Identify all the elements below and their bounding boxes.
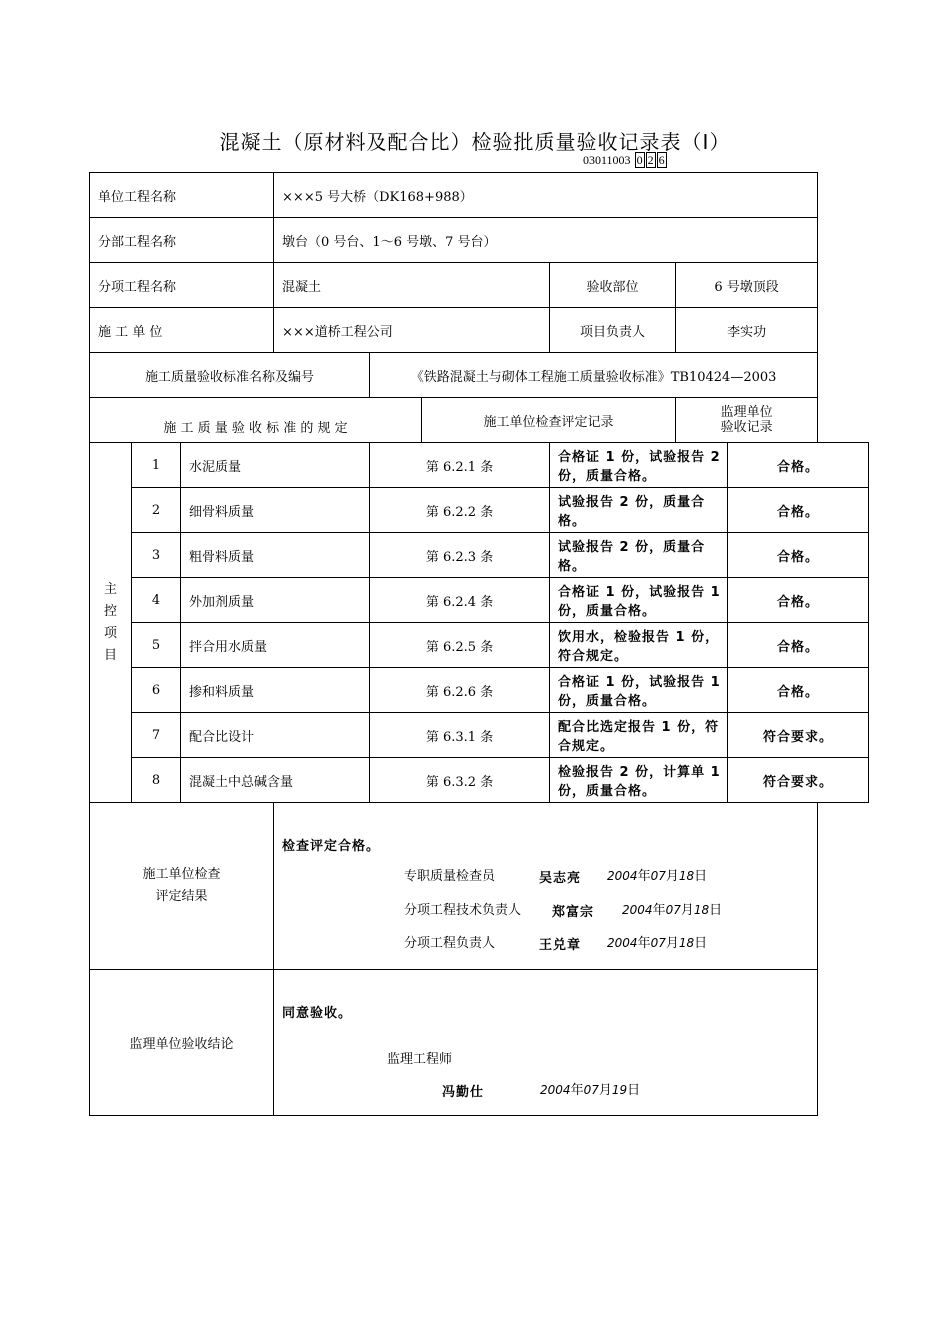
signer-date: 2004年07月18日 — [607, 936, 708, 951]
construction-result-label-line2: 评定结果 — [155, 889, 208, 904]
item-record: 试验报告 2 份，质量合格。 — [550, 488, 728, 533]
row-headers — [90, 398, 869, 443]
item-name: 掺和料质量 — [181, 668, 370, 713]
acceptance-record-table — [89, 172, 869, 1116]
item-no: 3 — [132, 533, 181, 578]
construction-statement: 检查评定合格。 — [282, 839, 381, 854]
item-clause: 第 6.3.1 条 — [370, 713, 550, 758]
item-no: 8 — [132, 758, 181, 803]
item-project-label: 分项工程名称 — [90, 263, 274, 308]
acceptance-part-label: 验收部位 — [550, 263, 676, 308]
item-clause: 第 6.2.3 条 — [370, 533, 550, 578]
table-row — [90, 533, 869, 578]
main-control-char: 项 — [103, 625, 117, 641]
item-name: 配合比设计 — [181, 713, 370, 758]
item-record: 试验报告 2 份，质量合格。 — [550, 533, 728, 578]
record-header: 施工单位检查评定记录 — [422, 398, 676, 443]
sub-project-label: 分部工程名称 — [90, 218, 274, 263]
item-no: 5 — [132, 623, 181, 668]
form-code-box-2: 2 — [647, 153, 654, 167]
signer-date: 2004年07月18日 — [622, 903, 723, 918]
item-no: 7 — [132, 713, 181, 758]
manager-label: 项目负责人 — [550, 308, 676, 353]
item-name: 细骨料质量 — [181, 488, 370, 533]
signer-role: 分项工程负责人 — [404, 936, 496, 951]
item-name: 粗骨料质量 — [181, 533, 370, 578]
supervisor-conclusion-label: 监理单位验收结论 — [90, 970, 274, 1116]
item-name: 混凝土中总碱含量 — [181, 758, 370, 803]
main-control-char: 目 — [103, 647, 117, 663]
item-result: 合格。 — [728, 488, 869, 533]
main-control-char: 控 — [103, 603, 117, 619]
item-name: 水泥质量 — [181, 443, 370, 488]
form-code-box-1: 0 — [636, 153, 643, 167]
manager-value: 李实功 — [676, 308, 818, 353]
item-clause: 第 6.2.4 条 — [370, 578, 550, 623]
unit-project-value: ×××5 号大桥（DK168+988） — [274, 173, 818, 218]
main-control-char: 主 — [103, 581, 117, 597]
item-result: 合格。 — [728, 623, 869, 668]
item-result: 合格。 — [728, 533, 869, 578]
acceptance-part-value: 6 号墩顶段 — [676, 263, 818, 308]
supervisor-header-line1: 监理单位 — [720, 405, 773, 420]
spec-header — [90, 398, 422, 443]
item-result: 合格。 — [728, 578, 869, 623]
signer-name: 王兑章 — [539, 938, 582, 953]
table-row — [90, 488, 869, 533]
item-clause: 第 6.2.5 条 — [370, 623, 550, 668]
unit-project-label: 单位工程名称 — [90, 173, 274, 218]
item-result: 合格。 — [728, 668, 869, 713]
item-record: 检验报告 2 份，计算单 1 份，质量合格。 — [550, 758, 728, 803]
item-project-value: 混凝土 — [274, 263, 550, 308]
constructor-label: 施 工 单 位 — [90, 308, 274, 353]
item-result: 符合要求。 — [728, 713, 869, 758]
sub-project-value: 墩台（0 号台、1～6 号墩、7 号台） — [274, 218, 818, 263]
supervisor-header — [676, 398, 818, 443]
item-result: 合格。 — [728, 443, 869, 488]
item-record: 合格证 1 份，试验报告 1 份，质量合格。 — [550, 578, 728, 623]
page-title: 混凝土（原材料及配合比）检验批质量验收记录表（Ⅰ） — [219, 130, 731, 154]
signer-role: 专职质量检查员 — [404, 869, 496, 884]
item-no: 6 — [132, 668, 181, 713]
signer-role: 分项工程技术负责人 — [404, 903, 522, 918]
signer-date: 2004年07月18日 — [607, 869, 708, 884]
spec-header-text: 施 工 质 量 验 收 标 准 的 规 定 — [163, 421, 348, 436]
row-standard — [90, 353, 869, 398]
table-row — [90, 668, 869, 713]
signer-name: 郑富宗 — [552, 905, 595, 920]
main-control-label — [90, 443, 132, 803]
construction-result-label — [90, 803, 274, 970]
standard-label: 施工质量验收标准名称及编号 — [90, 353, 370, 398]
supervisor-date: 2004年07月19日 — [540, 1083, 641, 1098]
standard-value: 《铁路混凝土与砌体工程施工质量验收标准》TB10424—2003 — [370, 353, 818, 398]
form-code-prefix: 03011003 — [583, 153, 631, 167]
construction-result-content — [274, 803, 818, 970]
table-row — [90, 758, 869, 803]
table-row — [90, 623, 869, 668]
item-clause: 第 6.2.2 条 — [370, 488, 550, 533]
table-row — [90, 713, 869, 758]
supervisor-name: 冯勤仕 — [442, 1085, 485, 1100]
table-row — [90, 443, 869, 488]
constructor-value: ×××道桥工程公司 — [274, 308, 550, 353]
row-item-project — [90, 263, 869, 308]
supervisor-statement: 同意验收。 — [282, 1006, 353, 1021]
item-no: 4 — [132, 578, 181, 623]
supervisor-role: 监理工程师 — [387, 1052, 453, 1067]
item-clause: 第 6.3.2 条 — [370, 758, 550, 803]
item-name: 外加剂质量 — [181, 578, 370, 623]
item-record: 合格证 1 份，试验报告 2 份，质量合格。 — [550, 443, 728, 488]
form-code-box-3: 6 — [658, 153, 665, 167]
item-name: 拌合用水质量 — [181, 623, 370, 668]
item-no: 2 — [132, 488, 181, 533]
construction-result-label-line1: 施工单位检查 — [142, 867, 221, 882]
row-unit-project — [90, 173, 869, 218]
supervisor-header-line2: 验收记录 — [720, 420, 773, 435]
table-row — [90, 578, 869, 623]
item-clause: 第 6.2.6 条 — [370, 668, 550, 713]
row-construction-result — [90, 803, 869, 970]
row-sub-project — [90, 218, 869, 263]
item-clause: 第 6.2.1 条 — [370, 443, 550, 488]
signer-name: 吴志亮 — [539, 871, 582, 886]
item-no: 1 — [132, 443, 181, 488]
supervisor-conclusion-content — [274, 970, 818, 1116]
row-constructor — [90, 308, 869, 353]
form-code — [583, 152, 667, 168]
item-result: 符合要求。 — [728, 758, 869, 803]
row-supervisor-conclusion — [90, 970, 869, 1116]
item-record: 合格证 1 份，试验报告 1 份，质量合格。 — [550, 668, 728, 713]
item-record: 配合比选定报告 1 份，符合规定。 — [550, 713, 728, 758]
item-record: 饮用水，检验报告 1 份，符合规定。 — [550, 623, 728, 668]
